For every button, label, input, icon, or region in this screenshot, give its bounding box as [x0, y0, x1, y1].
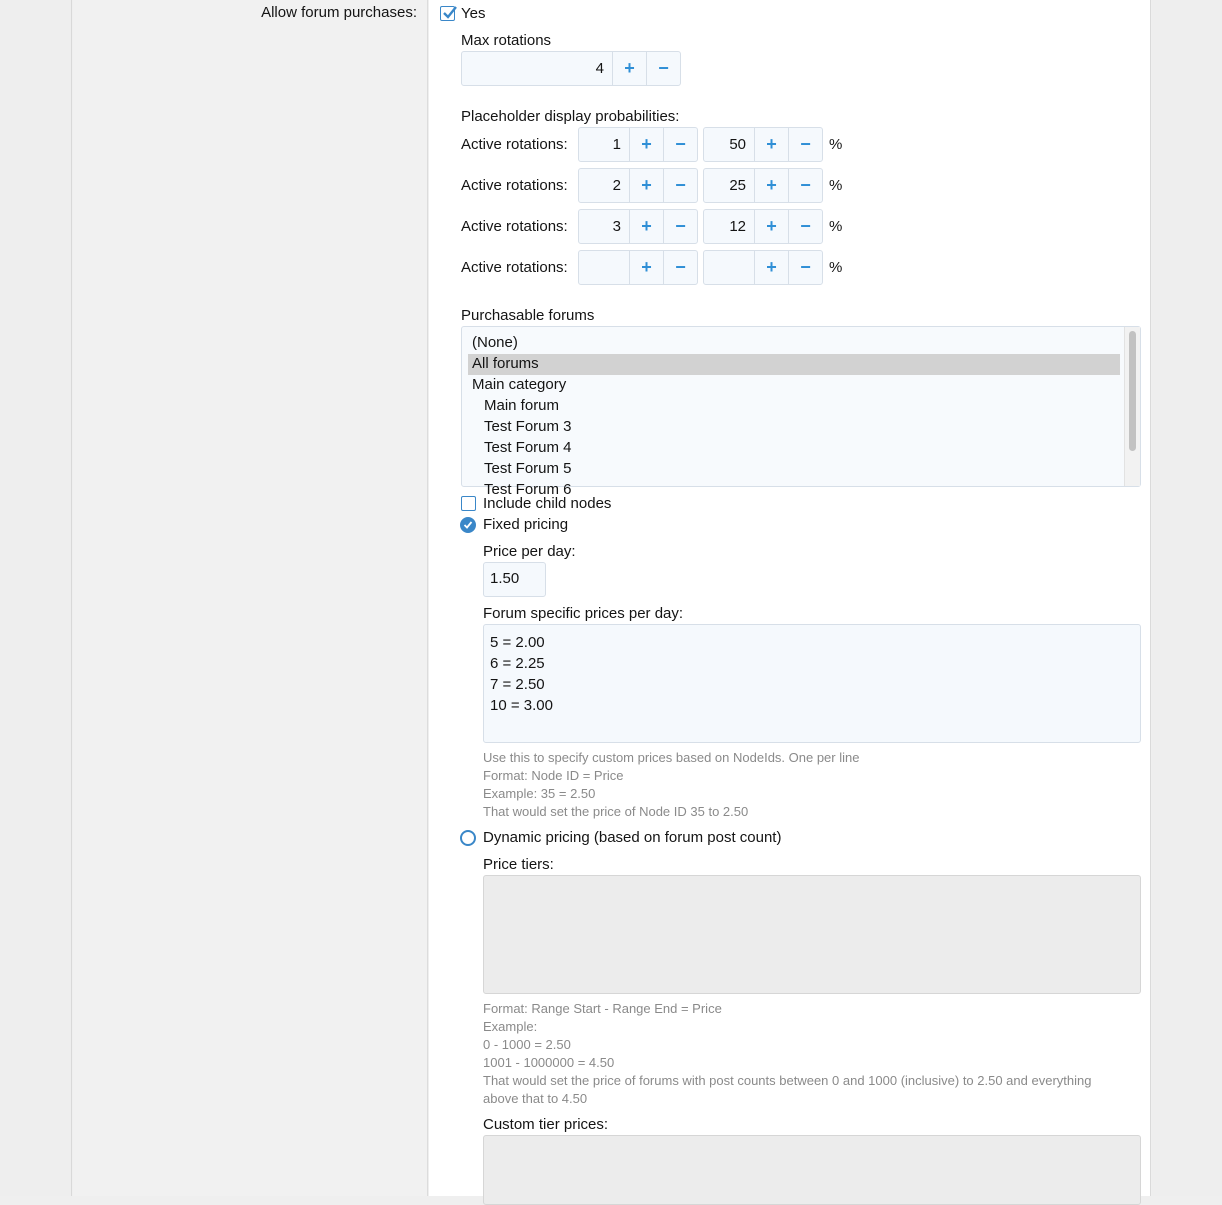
forum-specific-prices-label: Forum specific prices per day:: [483, 605, 684, 622]
dynamic-pricing-radio[interactable]: [460, 830, 476, 846]
active-rotations-label: Active rotations:: [461, 259, 568, 276]
active-rotations-spinner[interactable]: [578, 209, 698, 244]
price-per-day-input[interactable]: 1.50: [483, 562, 546, 597]
plus-icon: +: [624, 58, 635, 78]
price-per-day-label: Price per day:: [483, 543, 576, 560]
minus-icon: −: [675, 257, 686, 277]
minus-icon: −: [800, 134, 811, 154]
probability-percent-spinner[interactable]: [703, 127, 823, 162]
active-rotations-input[interactable]: 2: [612, 177, 621, 194]
active-rotations-input[interactable]: 3: [612, 218, 621, 235]
include-child-nodes-checkbox[interactable]: [461, 496, 476, 511]
decrement-button[interactable]: [788, 169, 822, 202]
decrement-button[interactable]: [788, 128, 822, 161]
list-option[interactable]: Test Forum 4: [484, 439, 572, 456]
probability-percent-input[interactable]: 25: [729, 177, 746, 194]
minus-icon: −: [675, 175, 686, 195]
plus-icon: +: [766, 175, 777, 195]
active-rotations-label: Active rotations:: [461, 177, 568, 194]
purchasable-forums-listbox[interactable]: [461, 326, 1141, 498]
probability-percent-input[interactable]: [704, 251, 754, 284]
placeholder-probabilities-heading: Placeholder display probabilities:: [461, 108, 680, 125]
allow-forum-purchases-yes-label: Yes: [461, 5, 486, 22]
max-rotations-label: Max rotations: [461, 32, 552, 49]
fixed-pricing-label: Fixed pricing: [483, 516, 569, 533]
allow-forum-purchases-checkbox[interactable]: [440, 6, 455, 21]
dynamic-pricing-label: Dynamic pricing (based on forum post count): [483, 829, 782, 846]
list-option[interactable]: Test Forum 5: [484, 460, 572, 477]
percent-sign: %: [829, 177, 843, 194]
checkmark-icon: [441, 5, 458, 22]
purchasable-forums-label: Purchasable forums: [461, 307, 595, 324]
max-rotations-spinner[interactable]: [461, 51, 681, 86]
probability-percent-spinner[interactable]: [703, 250, 823, 285]
scrollbar-thumb[interactable]: [1129, 331, 1136, 451]
percent-sign: %: [829, 259, 843, 276]
plus-icon: +: [641, 134, 652, 154]
list-option-selected[interactable]: All forums: [468, 354, 1120, 375]
price-tiers-hint: Format: Range Start - Range End = Price Example: 0 - 1000 = 2.50 1001 - 1000000 = 4.50 That would set the price of forums with post counts between 0 and 1000 (inclusive) to 2.50 and everything above that to 4.50: [483, 1001, 1092, 1106]
plus-icon: +: [641, 175, 652, 195]
page-right-margin: [1152, 0, 1222, 1196]
minus-icon: −: [658, 58, 669, 78]
forum-specific-prices-hint: Use this to specify custom prices based on NodeIds. One per line Format: Node ID = Price Example: 35 = 2.50 That would set the price of Node ID 35 to 2.50: [483, 750, 860, 819]
minus-icon: −: [800, 216, 811, 236]
probability-percent-input[interactable]: 50: [729, 136, 746, 153]
increment-button[interactable]: [629, 169, 663, 202]
fixed-pricing-radio[interactable]: [460, 517, 476, 533]
listbox-scrollbar[interactable]: [1124, 327, 1140, 486]
forum-specific-prices-textarea[interactable]: 5 = 2.00 6 = 2.25 7 = 2.50 10 = 3.00: [483, 624, 1141, 743]
active-rotations-label: Active rotations:: [461, 136, 568, 153]
increment-button[interactable]: [754, 128, 788, 161]
increment-button[interactable]: [754, 210, 788, 243]
increment-button[interactable]: [629, 210, 663, 243]
increment-button[interactable]: [754, 251, 788, 284]
decrement-button[interactable]: [663, 128, 697, 161]
list-option[interactable]: Main category: [472, 376, 567, 393]
active-rotations-label: Active rotations:: [461, 218, 568, 235]
include-child-nodes-label: Include child nodes: [483, 495, 612, 512]
decrement-button[interactable]: [663, 169, 697, 202]
list-option[interactable]: Test Forum 3: [484, 418, 572, 435]
probability-percent-input[interactable]: 12: [729, 218, 746, 235]
increment-button[interactable]: [629, 128, 663, 161]
max-rotations-input[interactable]: 4: [595, 60, 604, 77]
custom-tier-prices-label: Custom tier prices:: [483, 1116, 609, 1133]
plus-icon: +: [766, 257, 777, 277]
decrement-button[interactable]: [788, 251, 822, 284]
max-rotations-decrement-button[interactable]: [646, 52, 680, 85]
minus-icon: −: [675, 216, 686, 236]
active-rotations-input[interactable]: 1: [612, 136, 621, 153]
increment-button[interactable]: [754, 169, 788, 202]
checkmark-icon: [463, 520, 473, 530]
active-rotations-spinner[interactable]: [578, 168, 698, 203]
decrement-button[interactable]: [663, 210, 697, 243]
probability-percent-spinner[interactable]: [703, 209, 823, 244]
plus-icon: +: [641, 216, 652, 236]
list-option[interactable]: Main forum: [484, 397, 560, 414]
decrement-button[interactable]: [663, 251, 697, 284]
minus-icon: −: [675, 134, 686, 154]
plus-icon: +: [766, 134, 777, 154]
minus-icon: −: [800, 175, 811, 195]
active-rotations-input[interactable]: [579, 251, 629, 284]
decrement-button[interactable]: [788, 210, 822, 243]
list-option[interactable]: (None): [472, 334, 518, 351]
percent-sign: %: [829, 136, 843, 153]
minus-icon: −: [800, 257, 811, 277]
label-column: [73, 0, 428, 1196]
plus-icon: +: [641, 257, 652, 277]
list-option[interactable]: Test Forum 6: [484, 481, 572, 498]
percent-sign: %: [829, 218, 843, 235]
active-rotations-spinner[interactable]: [578, 127, 698, 162]
price-tiers-textarea[interactable]: [483, 875, 1141, 994]
page-left-margin: [0, 0, 72, 1196]
plus-icon: +: [766, 216, 777, 236]
allow-forum-purchases-label: Allow forum purchases:: [261, 4, 417, 21]
max-rotations-increment-button[interactable]: [612, 52, 646, 85]
active-rotations-spinner[interactable]: [578, 250, 698, 285]
price-tiers-label: Price tiers:: [483, 856, 554, 873]
increment-button[interactable]: [629, 251, 663, 284]
probability-percent-spinner[interactable]: [703, 168, 823, 203]
custom-tier-prices-textarea[interactable]: [483, 1135, 1141, 1205]
